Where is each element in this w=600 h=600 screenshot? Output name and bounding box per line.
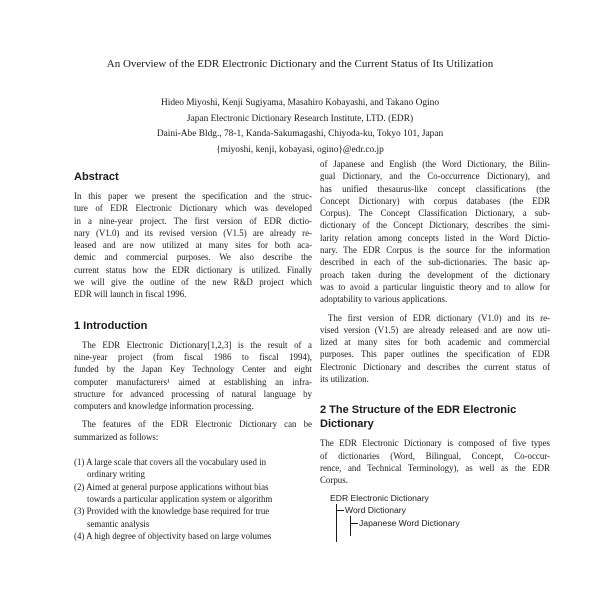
abstract-line: EDR will launch in fiscal 1996.	[74, 289, 187, 300]
author-affiliation: Japan Electronic Dictionary Research Institute, LTD. (EDR)	[186, 113, 414, 124]
body-line: nary. The EDR Corpus is the source for the information	[320, 245, 550, 256]
feature-line: (3) Provided with the knowledge base required for true	[74, 506, 270, 517]
abstract-line: in a nine-year project. The first version of EDR dictio-	[74, 215, 312, 226]
dictionary-structure-tree	[320, 493, 550, 553]
author-block	[0, 96, 600, 158]
intro-line: computers and knowledge information processing.	[74, 401, 254, 412]
body-line: its utilization.	[320, 374, 369, 385]
abstract-line: current status how the EDR dictionary is utilized. Finally	[74, 264, 312, 275]
feature-line: (1) A large scale that covers all the vocabulary used in	[74, 457, 267, 468]
body-line: Corpus). The Concept Classification Dictionary, a sub-	[320, 208, 550, 219]
body-line: Electronic Dictionary and describes the current status of	[320, 361, 550, 372]
abstract-line: nary (V1.0) and its revised version (V1.5) are already re-	[74, 227, 312, 238]
body-line: Concept Dictionary) with corpus databases (the EDR	[320, 195, 550, 206]
feature-line: ordinary writing	[87, 469, 145, 480]
section-2-body	[320, 437, 550, 486]
body-line: of dictionaries (Word, Bilingual, Concept, Co-occur-	[320, 450, 550, 461]
left-column	[74, 170, 312, 542]
author-names: Hideo Miyoshi, Kenji Sugiyama, Masahiro Kobayashi, and Takano Ogino	[160, 98, 440, 108]
intro-line: summarized as follows:	[74, 431, 159, 442]
abstract-line: leased and are now utilized at many sites for both aca-	[74, 240, 312, 251]
feature-line: semantic analysis	[87, 518, 150, 529]
body-line: The EDR Electronic Dictionary is composed of five types	[320, 438, 550, 449]
section-2-heading-line: Dictionary	[320, 418, 374, 431]
tree-node-word-dictionary: Word Dictionary	[345, 504, 406, 515]
feature-list	[74, 456, 312, 542]
abstract-line: demic and commercial purposes. We also describe the	[74, 252, 312, 263]
body-line: Corpus.	[320, 475, 348, 486]
intro-line: structure for advanced processing of natural language by	[74, 388, 312, 399]
body-line: purposes. This paper outlines the specification of EDR	[320, 349, 550, 360]
feature-item	[74, 481, 312, 506]
body-line: rence, and Technical Terminology), as well as the EDR	[320, 462, 550, 473]
feature-line: (4) A high degree of objectivity based on large volumes	[74, 530, 272, 541]
feature-item	[74, 505, 312, 530]
abstract-line: we will give the outline of the new R&D project which	[74, 277, 312, 288]
intro-line: The EDR Electronic Dictionary[1,2,3] is the result of a	[82, 339, 312, 350]
tree-connector	[336, 510, 344, 511]
tree-node-root: EDR Electronic Dictionary	[330, 492, 429, 503]
tree-connector	[350, 523, 358, 524]
section-2-heading	[320, 403, 550, 431]
intro-line: computer manufacturers¹ aimed at establishing an infra-	[74, 376, 312, 387]
body-line: described in each of the sub-dictionaries. The basic ap-	[320, 257, 550, 268]
body-line: gual Dictionary, and the Co-occurrence Dictionary), and	[320, 171, 550, 182]
abstract-line: In this paper we present the specification and the struc-	[74, 191, 312, 201]
right-paragraph-1	[320, 158, 550, 306]
body-line: The first version of EDR dictionary (V1.0) and its re-	[328, 312, 550, 323]
intro-heading: 1 Introduction	[74, 319, 148, 332]
feature-line: (2) Aimed at general purpose applications without bias	[74, 481, 269, 492]
body-line: was to avoid a particular linguistic theory and to allow for	[320, 281, 550, 292]
author-address: Daini-Abe Bldg., 78-1, Kanda-Sakumagashi, Chiyoda-ku, Tokyo 101, Japan	[156, 129, 444, 139]
intro-paragraph-2	[74, 418, 312, 443]
intro-line: funded by the Japan Key Technology Center and eight	[74, 364, 312, 375]
intro-paragraph-1	[74, 339, 312, 413]
feature-item	[74, 530, 312, 542]
intro-line: The features of the EDR Electronic Dictionary can be	[82, 419, 312, 430]
abstract-body	[74, 190, 312, 301]
feature-item	[74, 456, 312, 481]
right-column	[320, 158, 550, 553]
intro-line: nine-year project (from fiscal 1986 to fiscal 1994),	[74, 351, 312, 362]
body-line: adoptability to various applications.	[320, 294, 448, 305]
body-line: has unified thesaurus-like concept classifications (the	[320, 183, 550, 194]
author-email: {miyoshi, kenji, kobayasi, ogino}@edr.co.jp	[216, 144, 384, 155]
abstract-line: ture of EDR Electronic Dictionary which was developed	[74, 203, 312, 214]
paper-title: An Overview of the EDR Electronic Dictionary and the Current Status of Its Utilization	[106, 58, 494, 70]
body-line: larity relation among concepts listed in the Word Dictio-	[320, 232, 550, 243]
feature-line: towards a particular application system or algorithm	[87, 493, 273, 504]
right-paragraph-2	[320, 312, 550, 386]
body-line: lized at many sites for both academic and commercial	[320, 337, 550, 348]
body-line: vised version (V1.5) are already released and are now uti-	[320, 324, 550, 335]
section-2-heading-line: 2 The Structure of the EDR Electronic	[320, 404, 517, 417]
body-line: proach taken during the development of the dictionary	[320, 269, 550, 280]
tree-node-japanese-word-dictionary: Japanese Word Dictionary	[359, 517, 460, 528]
abstract-heading: Abstract	[74, 171, 119, 183]
body-line: dictionary of the Concept Dictionary, describes the simi-	[320, 220, 550, 231]
tree-connector	[350, 516, 351, 536]
body-line: of Japanese and English (the Word Dictionary, the Bilin-	[320, 159, 550, 169]
